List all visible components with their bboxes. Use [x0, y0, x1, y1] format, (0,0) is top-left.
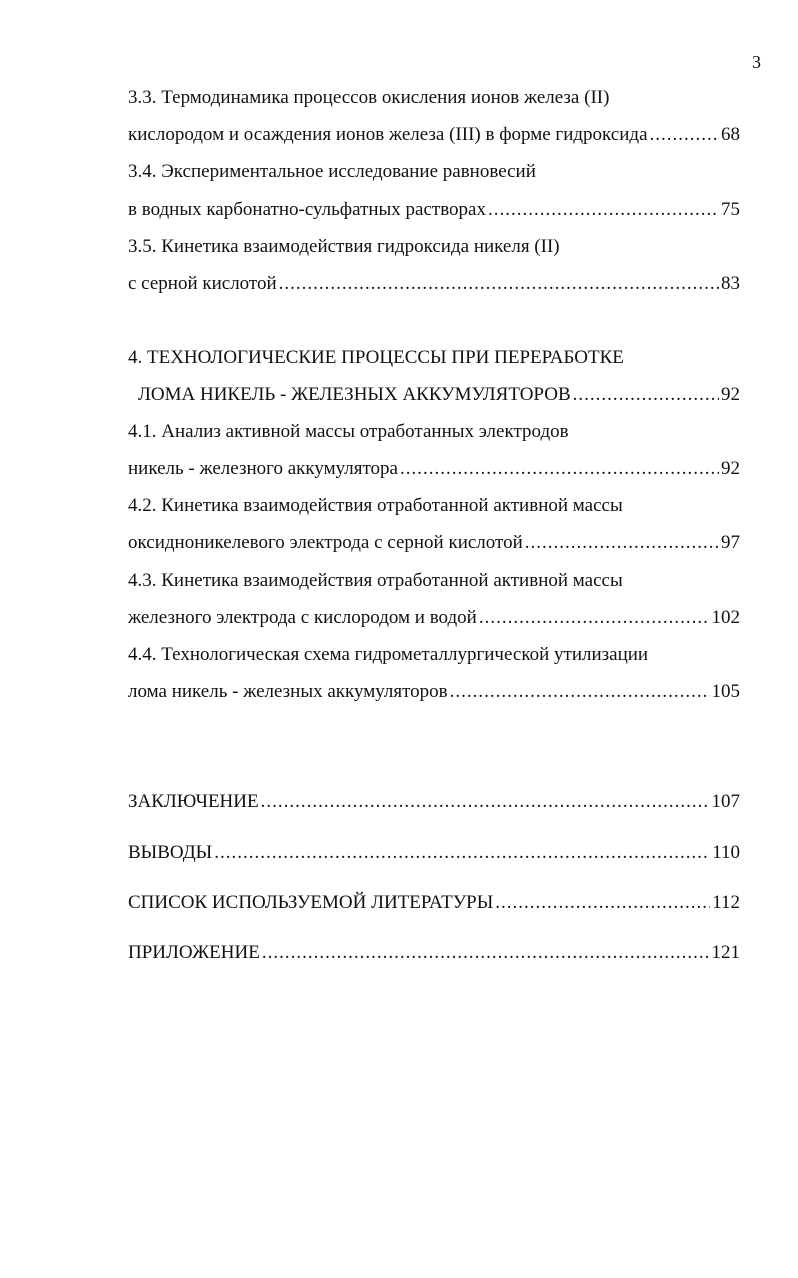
toc-4-3-title-cont: железного электрода с кислородом и водой [128, 607, 477, 628]
dot-leader [400, 457, 719, 481]
dot-leader [279, 272, 719, 296]
toc-3-5-entry[interactable] [128, 272, 740, 296]
toc-3-5-title: 3.5. Кинетика взаимодействия гидроксида никеля (II) [128, 236, 560, 257]
toc-4-4-page: 105 [711, 681, 740, 702]
toc-conclusion-entry[interactable] [128, 790, 740, 814]
dot-leader [650, 123, 719, 147]
toc-4-4-title: 4.4. Технологическая схема гидрометаллургической утилизации [128, 644, 649, 665]
toc-4-2-title: 4.2. Кинетика взаимодействия отработанной активной массы [128, 495, 623, 516]
toc-3-4-entry[interactable] [128, 198, 740, 222]
dot-leader [262, 941, 710, 965]
toc-appendix-page: 121 [711, 942, 740, 963]
toc-findings-title: ВЫВОДЫ [128, 842, 213, 863]
toc-chapter-4-page: 92 [721, 384, 740, 405]
page-number: 3 [752, 52, 761, 72]
toc-chapter-4-title: 4. ТЕХНОЛОГИЧЕСКИЕ ПРОЦЕССЫ ПРИ ПЕРЕРАБОТКЕ [128, 347, 624, 368]
toc-chapter-4-title-cont: ЛОМА НИКЕЛЬ - ЖЕЛЕЗНЫХ АККУМУЛЯТОРОВ [138, 384, 571, 405]
toc-3-5-page: 83 [721, 273, 740, 294]
toc-4-3-page: 102 [711, 607, 740, 628]
toc-3-4-title-cont: в водных карбонатно-сульфатных растворах [128, 199, 486, 220]
toc-4-3-entry[interactable] [128, 606, 740, 630]
toc-3-4-page: 75 [721, 199, 740, 220]
toc-appendix-title: ПРИЛОЖЕНИЕ [128, 942, 260, 963]
dot-leader [495, 891, 710, 915]
toc-4-2-title-cont: оксидноникелевого электрода с серной кислотой [128, 532, 523, 553]
dot-leader [214, 841, 710, 865]
toc-4-2-entry[interactable] [128, 531, 740, 555]
toc-references-page: 112 [712, 892, 740, 913]
toc-3-4-title: 3.4. Экспериментальное исследование равновесий [128, 161, 536, 182]
dot-leader [261, 790, 710, 814]
toc-4-1-page: 92 [721, 458, 740, 479]
toc-findings-page: 110 [712, 842, 740, 863]
toc-4-2-page: 97 [721, 532, 740, 553]
toc-references-title: СПИСОК ИСПОЛЬЗУЕМОЙ ЛИТЕРАТУРЫ [128, 892, 494, 913]
toc-3-3-page: 68 [721, 124, 740, 145]
toc-conclusion-page: 107 [711, 791, 740, 812]
toc-conclusion-title: ЗАКЛЮЧЕНИЕ [128, 791, 259, 812]
toc-4-3-title: 4.3. Кинетика взаимодействия отработанной активной массы [128, 570, 623, 591]
dot-leader [488, 198, 719, 222]
toc-3-3-entry[interactable] [128, 123, 740, 147]
toc-references-entry[interactable] [128, 891, 740, 915]
toc-appendix-entry[interactable] [128, 941, 740, 965]
dot-leader [573, 383, 719, 407]
toc-3-5-title-cont: с серной кислотой [128, 273, 277, 294]
toc-4-4-entry[interactable] [128, 680, 740, 704]
dot-leader [525, 531, 719, 555]
toc-chapter-4-entry[interactable] [138, 383, 740, 407]
toc-4-1-entry[interactable] [128, 457, 740, 481]
toc-4-1-title-cont: никель - железного аккумулятора [128, 458, 398, 479]
toc-4-1-title: 4.1. Анализ активной массы отработанных электродов [128, 421, 569, 442]
dot-leader [479, 606, 710, 630]
toc-3-3-title: 3.3. Термодинамика процессов окисления ионов железа (II) [128, 87, 610, 108]
toc-findings-entry[interactable] [128, 841, 740, 865]
toc-4-4-title-cont: лома никель - железных аккумуляторов [128, 681, 448, 702]
toc-3-3-title-cont: кислородом и осаждения ионов железа (III) в форме гидроксида [128, 124, 648, 145]
dot-leader [450, 680, 710, 704]
